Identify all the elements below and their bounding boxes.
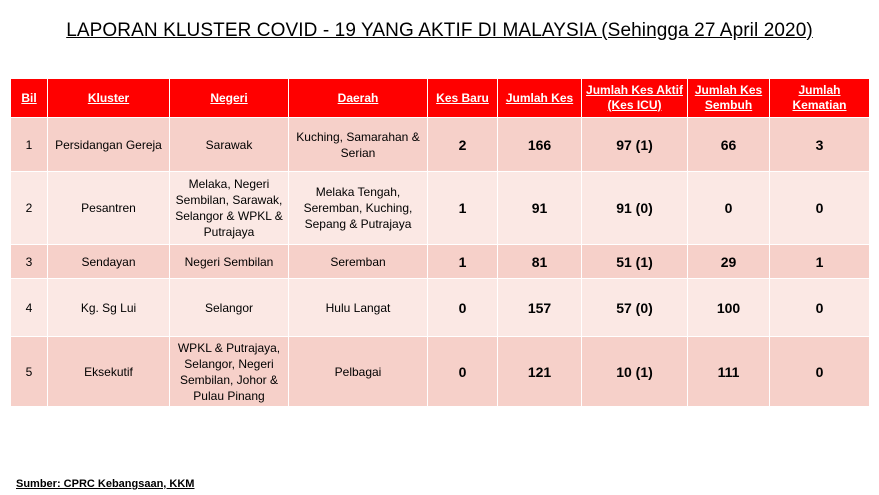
cell-jumlah-kes-sembuh: 29 [688, 245, 770, 279]
cell-jumlah-kes-aktif: 57 (0) [582, 279, 688, 337]
col-header-bil: Bil [11, 79, 48, 118]
table-row [11, 337, 870, 407]
cell-kluster: Persidangan Gereja [48, 118, 170, 172]
cell-kluster: Kg. Sg Lui [48, 279, 170, 337]
cell-jumlah-kes: 121 [498, 337, 582, 407]
cell-bil: 4 [11, 279, 48, 337]
cell-negeri: Melaka, Negeri Sembilan, Sarawak, Selangor & WPKL & Putrajaya [170, 172, 289, 245]
cell-jumlah-kes-sembuh: 111 [688, 337, 770, 407]
cell-jumlah-kematian: 3 [770, 118, 870, 172]
col-header-kes-baru: Kes Baru [428, 79, 498, 118]
cell-daerah: Seremban [289, 245, 428, 279]
cell-kes-baru: 0 [428, 279, 498, 337]
cell-kes-baru: 1 [428, 172, 498, 245]
cell-jumlah-kematian: 0 [770, 279, 870, 337]
cell-kluster: Sendayan [48, 245, 170, 279]
cell-kes-baru: 2 [428, 118, 498, 172]
col-header-jumlah-kes-sembuh: Jumlah Kes Sembuh [688, 79, 770, 118]
cell-kes-baru: 0 [428, 337, 498, 407]
cell-bil: 1 [11, 118, 48, 172]
cluster-table [10, 78, 870, 407]
cell-jumlah-kes-aktif: 97 (1) [582, 118, 688, 172]
cell-daerah: Hulu Langat [289, 279, 428, 337]
cell-jumlah-kes: 166 [498, 118, 582, 172]
cell-jumlah-kes-sembuh: 100 [688, 279, 770, 337]
col-header-jumlah-kes: Jumlah Kes [498, 79, 582, 118]
cell-jumlah-kematian: 1 [770, 245, 870, 279]
cell-jumlah-kes: 91 [498, 172, 582, 245]
cell-jumlah-kes-aktif: 51 (1) [582, 245, 688, 279]
cell-bil: 5 [11, 337, 48, 407]
col-header-jumlah-kematian: Jumlah Kematian [770, 79, 870, 118]
cell-negeri: Sarawak [170, 118, 289, 172]
cell-negeri: Selangor [170, 279, 289, 337]
cell-negeri: WPKL & Putrajaya, Selangor, Negeri Sembilan, Johor & Pulau Pinang [170, 337, 289, 407]
col-header-negeri: Negeri [170, 79, 289, 118]
table-row [11, 279, 870, 337]
col-header-jumlah-kes-aktif: Jumlah Kes Aktif (Kes ICU) [582, 79, 688, 118]
table-row [11, 118, 870, 172]
col-header-kluster: Kluster [48, 79, 170, 118]
cell-kluster: Eksekutif [48, 337, 170, 407]
cell-jumlah-kes-sembuh: 0 [688, 172, 770, 245]
cell-jumlah-kes-aktif: 10 (1) [582, 337, 688, 407]
table-row [11, 245, 870, 279]
col-header-daerah: Daerah [289, 79, 428, 118]
header-row [11, 79, 870, 118]
cell-jumlah-kes-aktif: 91 (0) [582, 172, 688, 245]
cell-jumlah-kematian: 0 [770, 172, 870, 245]
cell-jumlah-kes: 81 [498, 245, 582, 279]
cell-daerah: Melaka Tengah, Seremban, Kuching, Sepang & Putrajaya [289, 172, 428, 245]
cell-jumlah-kematian: 0 [770, 337, 870, 407]
source-note: Sumber: CPRC Kebangsaan, KKM [16, 478, 195, 490]
cell-kes-baru: 1 [428, 245, 498, 279]
cell-bil: 3 [11, 245, 48, 279]
table-row [11, 172, 870, 245]
cell-kluster: Pesantren [48, 172, 170, 245]
cell-bil: 2 [11, 172, 48, 245]
cell-daerah: Pelbagai [289, 337, 428, 407]
cell-jumlah-kes: 157 [498, 279, 582, 337]
cell-jumlah-kes-sembuh: 66 [688, 118, 770, 172]
cell-negeri: Negeri Sembilan [170, 245, 289, 279]
cell-daerah: Kuching, Samarahan & Serian [289, 118, 428, 172]
report-title: LAPORAN KLUSTER COVID - 19 YANG AKTIF DI MALAYSIA (Sehingga 27 April 2020) [66, 20, 813, 41]
